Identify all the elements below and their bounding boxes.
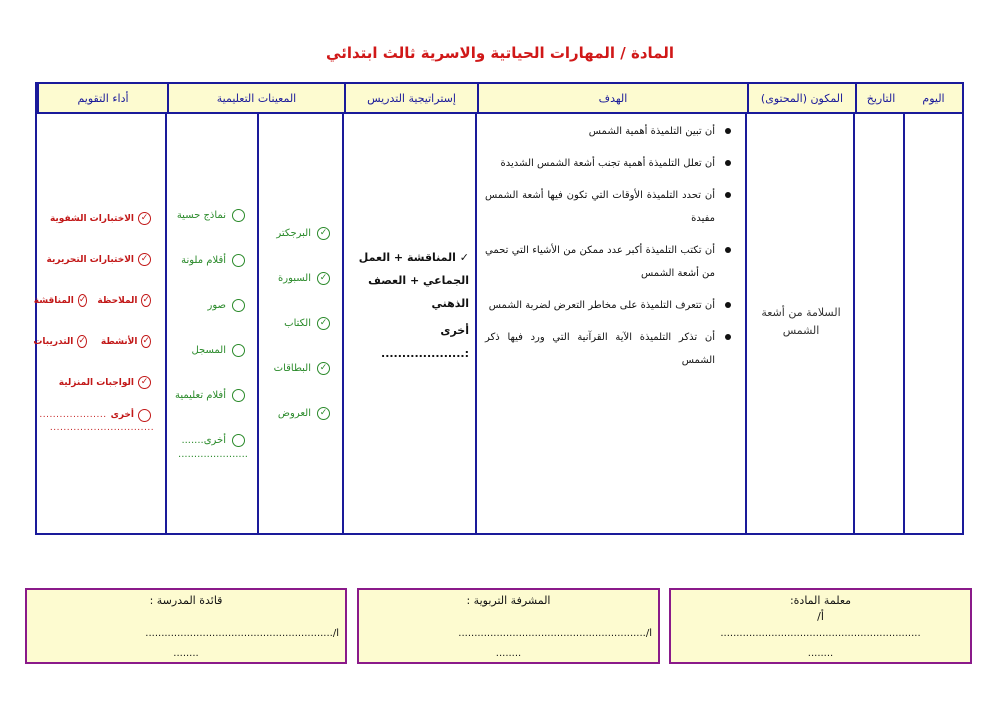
assessment-item[interactable] bbox=[37, 198, 167, 239]
aid-item-checked[interactable] bbox=[259, 301, 344, 346]
strategy-text: ✓ المناقشة + العمل الجماعي + العصف الذهني bbox=[358, 251, 469, 310]
header-assessment bbox=[37, 84, 167, 114]
empty-circle-icon bbox=[232, 344, 245, 357]
empty-circle-icon bbox=[232, 389, 245, 402]
aids-other-dots: ...................... bbox=[178, 449, 248, 460]
empty-circle-icon bbox=[232, 299, 245, 312]
header-day bbox=[905, 84, 962, 114]
header-assessment-label: أداء التقويم bbox=[77, 91, 129, 105]
header-day-label: اليوم bbox=[922, 91, 945, 105]
assessment-other-dots: .................... bbox=[39, 410, 107, 420]
goals-list bbox=[477, 120, 747, 372]
strategy-text-block bbox=[350, 246, 469, 365]
aid-label: أفلام تعليمية bbox=[175, 390, 226, 401]
checkmark-icon: ✓ bbox=[142, 295, 150, 305]
principal-title: قائدة المدرسة : bbox=[149, 594, 223, 607]
checkmark-icon: ✓ bbox=[317, 272, 330, 285]
aid-item-checked[interactable] bbox=[259, 391, 344, 436]
aid-item-checked[interactable] bbox=[259, 256, 344, 301]
assessment-label: الواجبات المنزلية bbox=[58, 377, 134, 388]
goals-cell bbox=[477, 116, 747, 533]
goal-item: أن تبين التلميذة أهمية الشمس bbox=[485, 120, 733, 143]
assessment-cell bbox=[33, 116, 167, 533]
teacher-short-dots: ........ bbox=[807, 648, 834, 659]
assessment-label: المناقشة bbox=[33, 295, 74, 306]
checkmark-icon: ✓ bbox=[317, 317, 330, 330]
header-aids-label: المعينات التعليمية bbox=[216, 91, 297, 105]
checkmark-icon: ✓ bbox=[317, 227, 330, 240]
header-aids bbox=[167, 84, 344, 114]
aid-label: أخرى....... bbox=[181, 435, 226, 446]
aid-item[interactable] bbox=[167, 238, 259, 283]
aid-item-checked[interactable] bbox=[259, 211, 344, 256]
teacher-signature-box bbox=[669, 588, 972, 664]
aids-right-cell bbox=[259, 116, 344, 533]
assessment-label: الملاحظة bbox=[97, 295, 138, 306]
checkmark-icon: ✓ bbox=[138, 253, 151, 266]
aid-label: البرجكتر bbox=[276, 228, 311, 239]
aid-label: أقلام ملونة bbox=[181, 255, 226, 266]
aid-item[interactable] bbox=[167, 328, 259, 373]
checkmark-icon: ✓ bbox=[78, 295, 87, 305]
empty-circle-icon bbox=[232, 209, 245, 222]
aids-left-list bbox=[167, 193, 259, 460]
header-strategy bbox=[344, 84, 477, 114]
aid-label: المسجل bbox=[191, 345, 226, 356]
aid-item[interactable] bbox=[167, 373, 259, 418]
aid-item[interactable] bbox=[167, 193, 259, 238]
aids-right-list bbox=[259, 211, 344, 436]
teacher-line[interactable]: ............................................................... bbox=[720, 628, 921, 639]
checkmark-icon: ✓ bbox=[142, 336, 150, 346]
aid-label: نماذج حسية bbox=[176, 210, 226, 221]
goal-item: أن تحدد التلميذة الأوقات التي تكون فيها أشعة الشمس مفيدة bbox=[485, 184, 733, 230]
checkmark-icon: ✓ bbox=[317, 407, 330, 420]
aid-label: الكتاب bbox=[284, 318, 311, 329]
header-goal bbox=[477, 84, 747, 114]
assessment-item[interactable] bbox=[37, 362, 167, 403]
assessment-list bbox=[33, 198, 167, 433]
strategy-other: أخرى :.................... bbox=[381, 324, 469, 360]
aid-item[interactable] bbox=[167, 283, 259, 328]
supervisor-signature-box bbox=[357, 588, 660, 664]
content-cell bbox=[747, 116, 855, 533]
goal-item: أن تتعرف التلميذة على مخاطر التعرض لضربة الشمس bbox=[485, 294, 733, 317]
checkmark-icon: ✓ bbox=[78, 336, 86, 346]
supervisor-short-dots: ........ bbox=[495, 648, 522, 659]
aid-label: صور bbox=[207, 300, 226, 311]
assessment-label: الأنشطة bbox=[100, 336, 138, 347]
teacher-name-prefix: أ/ bbox=[817, 610, 824, 623]
assessment-dots-line: ............................... bbox=[49, 423, 155, 433]
aid-item[interactable] bbox=[167, 418, 259, 463]
assessment-item[interactable] bbox=[37, 239, 167, 280]
page-title: المادة / المهارات الحياتية والاسرية ثالث ابتدائي bbox=[326, 44, 674, 62]
supervisor-line[interactable]: أ/........................................................... bbox=[458, 628, 652, 639]
aids-left-cell bbox=[167, 116, 259, 533]
empty-circle-icon bbox=[138, 409, 151, 422]
goal-item: أن تعلل التلميذة أهمية تجنب أشعة الشمس الشديدة bbox=[485, 152, 733, 175]
divider bbox=[903, 114, 905, 533]
checkmark-icon: ✓ bbox=[138, 212, 151, 225]
principal-line[interactable]: أ/........................................................... bbox=[145, 628, 339, 639]
lesson-plan-table bbox=[35, 82, 964, 535]
empty-circle-icon bbox=[232, 254, 245, 267]
aid-label: السبورة bbox=[278, 273, 311, 284]
assessment-other-label: أخرى bbox=[110, 410, 134, 420]
assessment-label: الاختبارات التحريرية bbox=[46, 254, 134, 265]
aid-label: العروض bbox=[277, 408, 311, 419]
header-goal-label: الهدف bbox=[598, 91, 628, 105]
assessment-item-pair[interactable] bbox=[33, 321, 167, 362]
aid-item-checked[interactable] bbox=[259, 346, 344, 391]
header-date-label: التاريخ bbox=[866, 91, 896, 105]
checkmark-icon: ✓ bbox=[317, 362, 330, 375]
assessment-label: التدريبات bbox=[33, 336, 74, 347]
principal-short-dots: ........ bbox=[173, 648, 199, 659]
assessment-item-pair[interactable] bbox=[33, 280, 167, 321]
assessment-label: الاختبارات الشفوية bbox=[49, 213, 134, 224]
goal-item: أن تذكر التلميذة الآية القرآنية التي ورد فيها ذكر الشمس bbox=[485, 326, 733, 372]
header-content-label: المكون (المحتوى) bbox=[760, 91, 844, 105]
teacher-title: معلمة المادة: bbox=[789, 594, 852, 607]
strategy-cell bbox=[344, 116, 477, 533]
supervisor-title: المشرفة التربوية : bbox=[466, 594, 551, 607]
aid-label: البطاقات bbox=[273, 363, 311, 374]
goal-item: أن تكتب التلميذة أكبر عدد ممكن من الأشياء التي تحمي من أشعة الشمس bbox=[485, 239, 733, 285]
header-strategy-label: إستراتيجية التدريس bbox=[367, 91, 456, 105]
principal-signature-box bbox=[25, 588, 347, 664]
checkmark-icon: ✓ bbox=[138, 376, 151, 389]
header-date bbox=[855, 84, 905, 114]
content-text: السلامة من أشعة الشمس bbox=[761, 306, 841, 337]
header-content bbox=[747, 84, 855, 114]
empty-circle-icon bbox=[232, 434, 245, 447]
